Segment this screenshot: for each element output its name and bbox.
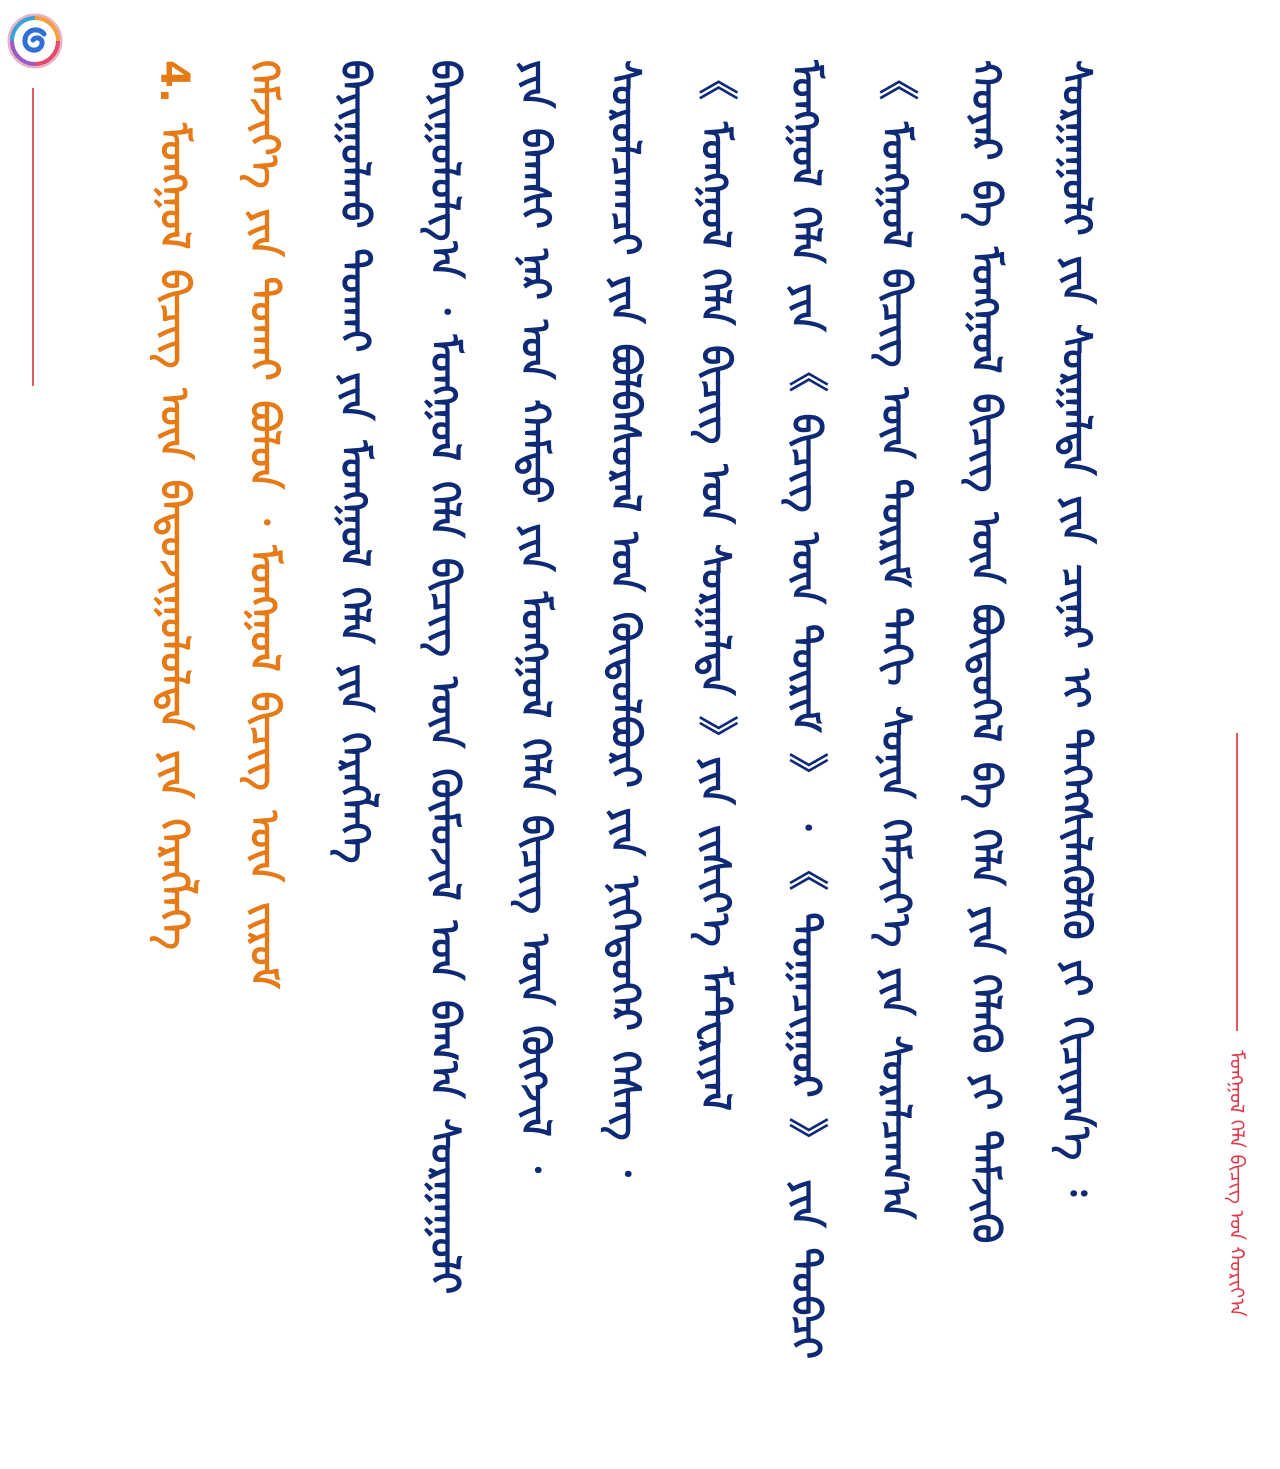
text-column-3: ᠪᠠᠶᠢᠭᠤᠯᠬᠤ ᠲᠤᠬᠠᠢ ᠶᠢᠨ ᠮᠣᠩᠭᠣᠯ ᠬᠡᠯᠡ ᠶᠢᠨ ᠬᠡᠷᠡᠭᠯᠡᠭᠡ <box>331 60 378 864</box>
swirl-logo-icon <box>6 12 64 70</box>
text-column-7: 《 ᠮᠣᠩᠭᠣᠯ ᠬᠡᠯᠡ ᠪᠢᠴᠢᠭ ᠤᠨ ᠰᠤᠷᠭᠠᠯᠲᠠ 》ᠶᠢᠨ ᠵᠢᠱᠢᠶ᠎ᠡ ᠮᠠᠲᠧᠷᠢᠶᠠᠯ <box>692 60 739 1111</box>
text-column-11: ᠰᠤᠷᠭᠠᠭᠤᠯᠢ ᠶᠢᠨ ᠰᠤᠷᠭᠠᠯᠲᠠ ᠶᠢᠨ ᠴᠢᠨᠠᠷ ᠢ ᠳᠡᠭᠡᠭᠰᠢᠯᠡᠭᠦᠯᠬᠦ ᠶᠢ ᠬᠢᠴᠢᠶᠡᠨ᠎ᠡ ᠄ <box>1052 60 1099 1197</box>
text-column-8: ᠮᠣᠩᠭᠣᠯ ᠬᠡᠯᠡ ᠶᠢᠨ 《 ᠪᠢᠴᠢᠭ ᠦᠨ ᠳᠦᠷᠢᠮ 》 ᠂ 《 ᠲᠣᠭᠠᠴᠢᠭᠤᠷ 》 ᠶᠢᠨ ᠲᠣᠪᠴᠢ <box>782 60 829 1360</box>
text-column-2: ᠬᠡᠮᠵᠢᠶ᠎ᠡ ᠶᠢᠨ ᠲᠤᠬᠠᠢ ᠪᠣᠯᠣᠨ ᠂ ᠮᠣᠩᠭᠣᠯ ᠪᠢᠴᠢᠭ ᠦᠨ ᠵᠢᠷᠤᠮ <box>241 60 288 989</box>
text-column-4: ᠪᠠᠶᠢᠭᠤᠯᠤᠯᠭ᠎ᠠ ᠂ ᠮᠣᠩᠭᠣᠯ ᠬᠡᠯᠡ ᠪᠢᠴᠢᠭ ᠦᠨ ᠬᠦᠮᠦᠵᠢᠯ ᠤᠨ ᠪᠠᠭ᠎ᠠ ᠰᠤᠷᠭᠠᠭᠤᠯᠢ <box>421 60 468 1295</box>
left-divider <box>32 88 34 386</box>
text-column-9: 《 ᠮᠣᠩᠭᠣᠯ ᠪᠢᠴᠢᠭ ᠦᠨ ᠳᠦᠷᠢᠮ ᠲᠡᠬᠢ ᠰᠣᠨᠢᠨ ᠬᠡᠮᠵᠢᠶ᠎ᠡ ᠶᠢᠨ ᠰᠤᠷᠠᠯᠴᠠᠭ᠎ᠠ <box>872 60 919 1220</box>
text-column-10: ᠬᠣᠶᠠᠷ ᠪᠠ ᠮᠣᠩᠭᠣᠯ ᠪᠢᠴᠢᠭ ᠦᠨ ᠪᠦᠲᠦᠭᠡᠯ ᠪᠠ ᠬᠡᠯᠡ ᠶᠢᠨ ᠬᠡᠯᠡᠬᠦ ᠶᠢ ᠳᠡᠮᠵᠢᠬᠦ <box>962 60 1009 1244</box>
right-divider <box>1236 733 1238 1031</box>
text-column-1: 4. ᠮᠣᠩᠭᠣᠯ ᠪᠢᠴᠢᠭ ᠦᠨ ᠪᠠᠲᠤᠵᠢᠭᠤᠯᠤᠯᠲᠠ ᠶᠢᠨ ᠬᠡᠷᠡᠭᠯᠡᠭᠡ <box>151 60 197 950</box>
text-column-5: ᠶᠢᠨ ᠪᠠᠭᠰᠢ ᠨᠠᠷ ᠤᠨ ᠬᠠᠮᠲᠤ ᠶᠢᠨ ᠮᠣᠩᠭᠣᠯ ᠬᠡᠯᠡ ᠪᠢᠴᠢᠭ ᠦᠨ ᠬᠥᠭᠵᠢᠯ ᠂ <box>511 60 558 1173</box>
text-column-6: ᠰᠤᠷᠤᠯᠴᠠᠭᠴᠢ ᠶᠢᠨ ᠪᠣᠯᠪᠠᠰᠤᠷᠠᠯ ᠤᠨ ᠬᠥᠲᠦᠯᠪᠦᠷᠢ ᠶᠢᠨ ᠨᠢᠭᠡᠳᠦᠭᠡᠷ ᠬᠡᠰᠡᠭ ᠂ <box>601 60 648 1177</box>
mongolian-text-block <box>145 60 1105 1440</box>
page-caption: ᠮᠣᠩᠭᠣᠯ ᠬᠡᠯᠡ ᠪᠢᠴᠢᠭ ᠤᠨ ᠬᠤᠷᠢᠶ᠎ᠠ <box>1225 1050 1249 1317</box>
